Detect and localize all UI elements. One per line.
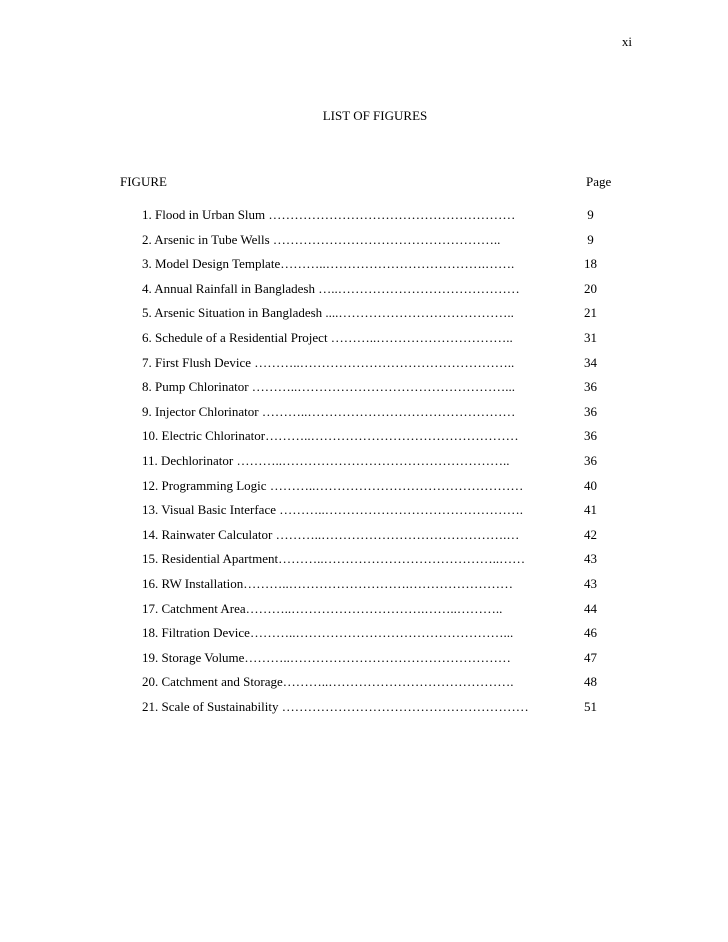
figure-list xyxy=(142,207,617,723)
figure-title: 20. Catchment and Storage………..……………………………………. xyxy=(142,674,514,690)
figure-page: 36 xyxy=(584,379,597,395)
figure-page: 40 xyxy=(584,477,597,493)
list-item xyxy=(142,428,617,453)
list-item xyxy=(142,305,617,330)
figure-page: 9 xyxy=(587,231,594,247)
figure-title: 12. Programming Logic ………..………………………………………… xyxy=(142,477,524,493)
figure-title: 6. Schedule of a Residential Project ………..………………………….. xyxy=(142,329,513,345)
figure-title: 9. Injector Chlorinator ………..………………………………………… xyxy=(142,403,516,419)
list-item xyxy=(142,625,617,650)
list-item xyxy=(142,330,617,355)
list-item xyxy=(142,256,617,281)
figure-title: 19. Storage Volume………..…………………………………………… xyxy=(142,649,511,665)
figure-title: 16. RW Installation………..……………………….…………………… xyxy=(142,575,513,591)
figure-page: 41 xyxy=(584,502,597,518)
page-column-header: Page xyxy=(586,174,612,189)
figure-page: 9 xyxy=(587,207,594,222)
figure-title: 5. Arsenic Situation in Bangladesh ....………………………………….. xyxy=(142,305,514,321)
page-number: xi xyxy=(621,34,632,49)
figure-page: 48 xyxy=(584,674,597,690)
figure-title: 13. Visual Basic Interface ………..………………………………………. xyxy=(142,502,523,518)
list-item xyxy=(142,478,617,503)
figure-page: 43 xyxy=(584,575,597,591)
figure-page: 44 xyxy=(584,600,597,616)
list-item xyxy=(142,281,617,306)
figure-page: 42 xyxy=(584,526,597,542)
figure-title: 18. Filtration Device………..…………………………………………... xyxy=(142,625,514,641)
list-item xyxy=(142,453,617,478)
figure-page: 46 xyxy=(584,625,597,641)
figure-title: 8. Pump Chlorinator ………..…………………………………………... xyxy=(142,379,516,395)
figure-title: 21. Scale of Sustainability ………………………………………………… xyxy=(142,698,529,714)
figure-page: 47 xyxy=(584,649,597,665)
page-title: LIST OF FIGURES xyxy=(322,108,428,123)
figure-page: 36 xyxy=(584,428,597,444)
figure-title: 2. Arsenic in Tube Wells …………………………………………….. xyxy=(142,231,501,247)
figure-page: 36 xyxy=(584,452,597,468)
figure-column-header: FIGURE xyxy=(120,174,167,189)
figure-title: 1. Flood in Urban Slum ………………………………………………… xyxy=(142,207,516,222)
list-item xyxy=(142,674,617,699)
figure-title: 4. Annual Rainfall in Bangladesh …..…………………………………… xyxy=(142,280,520,296)
figure-title: 14. Rainwater Calculator ………..…………………………………….… xyxy=(142,526,520,542)
list-item xyxy=(142,650,617,675)
figure-page: 18 xyxy=(584,256,597,272)
figure-title: 3. Model Design Template………..……………………………….……. xyxy=(142,256,515,272)
figure-page: 36 xyxy=(584,403,597,419)
list-item xyxy=(142,576,617,601)
figure-title: 10. Electric Chlorinator………..………………………………………… xyxy=(142,428,519,444)
figure-page: 43 xyxy=(584,551,597,567)
figure-page: 21 xyxy=(584,305,597,321)
figure-title: 11. Dechlorinator ………..…………………………………………….. xyxy=(142,452,510,468)
list-item xyxy=(142,404,617,429)
figure-title: 15. Residential Apartment………..…………………………………..…… xyxy=(142,551,526,567)
list-item xyxy=(142,355,617,380)
list-item xyxy=(142,551,617,576)
list-item xyxy=(142,527,617,552)
list-item xyxy=(142,699,617,724)
list-item xyxy=(142,502,617,527)
figure-page: 34 xyxy=(584,354,597,370)
figure-title: 17. Catchment Area………..………………………….……..……….. xyxy=(142,600,503,616)
list-item xyxy=(142,601,617,626)
list-item xyxy=(142,379,617,404)
list-item xyxy=(142,207,617,232)
figure-page: 31 xyxy=(584,329,597,345)
list-item xyxy=(142,232,617,257)
figure-page: 51 xyxy=(584,698,597,714)
figure-title: 7. First Flush Device ………..………………………………………….. xyxy=(142,354,515,370)
figure-page: 20 xyxy=(584,280,597,296)
